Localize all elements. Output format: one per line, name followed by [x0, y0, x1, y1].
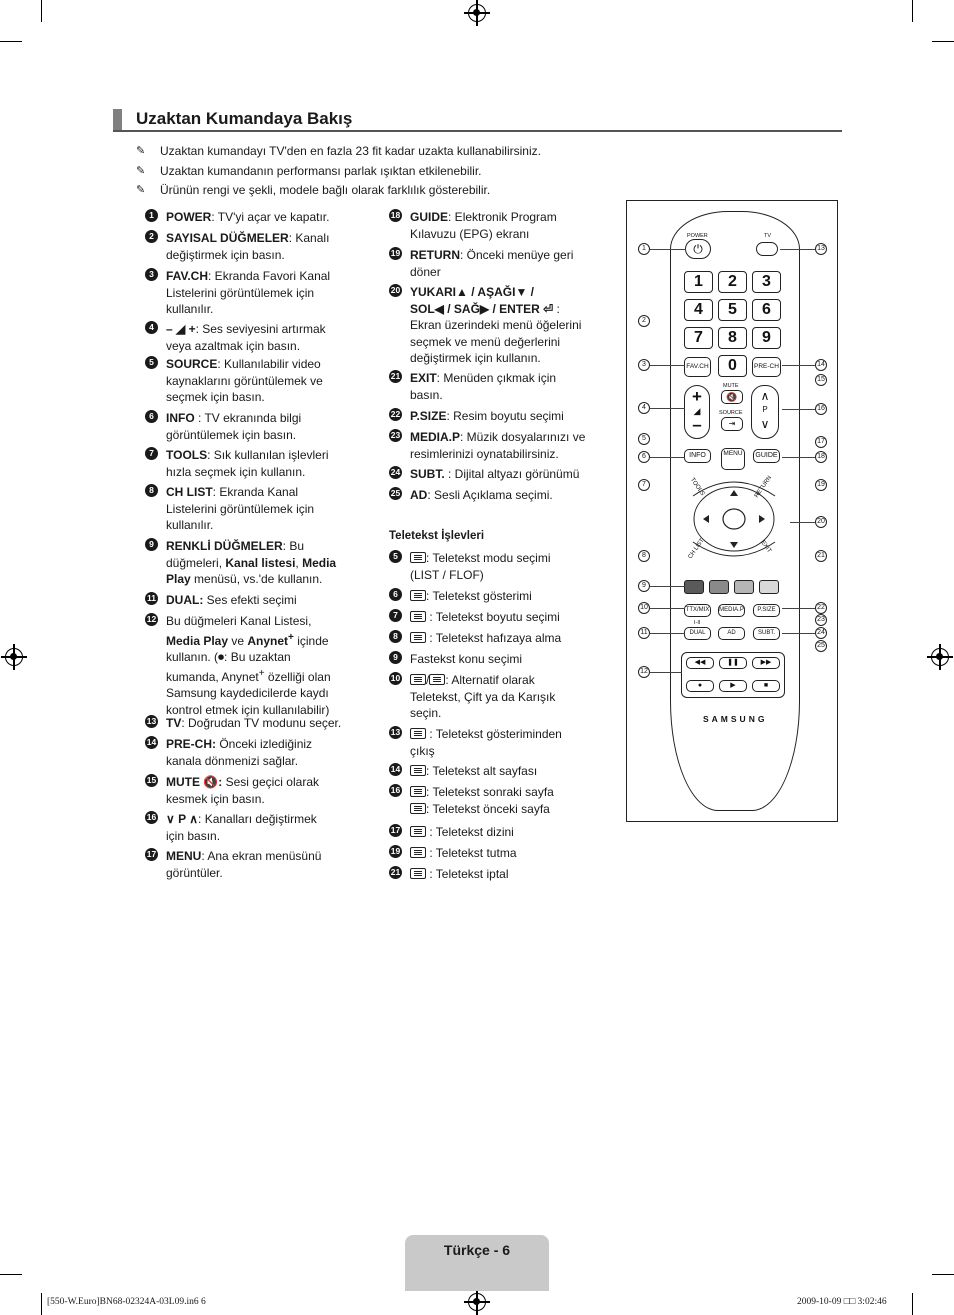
play-icon: ▶ [730, 682, 736, 689]
item-text: – ◢ +: Ses seviyesini artırmak veya azaltmak için basın. [166, 322, 326, 353]
item-number: 14 [146, 737, 157, 747]
item-text: SOURCE: Kullanılabilir video kaynaklarını görüntülemek ve seçmek için basın. [166, 357, 323, 404]
channel-up-icon: ∧ [760, 389, 770, 403]
tools-label: TOOLS [688, 476, 706, 498]
item-number: 1 [145, 209, 158, 222]
playback-panel [681, 652, 785, 698]
item-number: 13 [390, 727, 401, 737]
media-p-button: MEDIA.P [718, 604, 745, 617]
crop-mark [0, 1274, 22, 1275]
leader-line [650, 633, 685, 634]
ad-button: AD [718, 627, 745, 640]
callout-18: 18 [815, 451, 827, 463]
item-number: 10 [390, 673, 401, 683]
volume-icon: ◢ [693, 406, 701, 416]
callout-22: 22 [815, 602, 827, 614]
rewind-icon: ◀◀ [694, 659, 706, 666]
crop-mark [0, 41, 22, 42]
item-text: : Teletekst hafızaya alma [410, 630, 620, 647]
color-button-1 [684, 580, 704, 594]
item-text: : Teletekst iptal [410, 866, 620, 883]
record-icon: ● [697, 682, 703, 689]
digit-button: 4 [684, 299, 713, 321]
info-button: INFO [684, 449, 711, 463]
callout-6: 6 [638, 451, 650, 463]
section-title-marker [113, 109, 122, 131]
item-text: CH LIST: Ekranda Kanal Listelerini görüntülemek için kullanılır. [166, 485, 315, 532]
item-number: 22 [390, 409, 401, 419]
fast-forward-icon: ▶▶ [760, 659, 772, 666]
item-text: RETURN: Önceki menüye geri döner [410, 248, 574, 279]
leader-line [650, 672, 682, 673]
digit-button: 8 [718, 327, 747, 349]
callout-17: 17 [815, 436, 827, 448]
color-button-4 [759, 580, 779, 594]
callout-7: 7 [638, 479, 650, 491]
item-text: POWER: TV'yi açar ve kapatır. [166, 210, 330, 224]
item-text: Fastekst konu seçimi [410, 652, 523, 666]
stop-button [752, 680, 780, 692]
record-button [686, 680, 714, 692]
item-text: DUAL: Ses efekti seçimi [166, 593, 297, 607]
item-text: : Teletekst sonraki sayfa : Teletekst önceki sayfa [410, 784, 620, 817]
title-rule [113, 130, 842, 132]
item-number: 21 [390, 371, 401, 381]
mute-button [721, 390, 743, 404]
leader-line [650, 249, 686, 250]
callout-21: 21 [815, 550, 827, 562]
digit-button: 2 [718, 271, 747, 293]
note-icon: ✎ [136, 165, 146, 177]
fav-ch-button: FAV.CH [684, 357, 711, 377]
ch-list-label: CH LIST [687, 537, 706, 561]
power-label: POWER [687, 233, 708, 239]
item-number: 6 [145, 410, 158, 423]
item-number: 5 [389, 550, 402, 563]
item-number: 2 [145, 230, 158, 243]
item-number: 3 [145, 268, 158, 281]
callout-14: 14 [815, 359, 827, 371]
digit-button: 0 [718, 355, 747, 377]
callout-9: 9 [638, 580, 650, 592]
item-number: 9 [145, 538, 158, 551]
item-number: 8 [145, 484, 158, 497]
callout-4: 4 [638, 402, 650, 414]
note-text: Uzaktan kumandanın performansı parlak ışıktan etkilenebilir. [160, 164, 482, 178]
item-text: MUTE 🔇: Sesi geçici olarak kesmek için basın. [166, 775, 319, 806]
leader-line [782, 365, 815, 366]
item-text: : Teletekst boyutu seçimi [410, 609, 620, 626]
return-label: RETURN [753, 475, 774, 499]
item-number: 5 [145, 356, 158, 369]
digit-button: 3 [752, 271, 781, 293]
item-text: TV: Doğrudan TV modunu seçer. [166, 716, 342, 730]
item-text: SUBT. : Dijital altyazı görünümü [410, 467, 580, 481]
item-number: 15 [146, 775, 157, 785]
item-text: EXIT: Menüden çıkmak için basın. [410, 371, 557, 402]
channel-down-icon: ∨ [760, 417, 770, 431]
leader-line [650, 457, 685, 458]
item-text: SAYISAL DÜĞMELER: Kanalı değiştirmek için basın. [166, 231, 330, 262]
guide-button: GUIDE [753, 449, 780, 463]
source-label: SOURCE [719, 410, 743, 416]
registration-mark-icon [931, 648, 949, 666]
rewind-button [686, 657, 714, 669]
item-number: 14 [390, 764, 401, 774]
teletext-heading: Teletekst İşlevleri [389, 530, 485, 542]
exit-label: EXIT [759, 539, 772, 555]
item-text: TOOLS: Sık kullanılan işlevleri hızla seçmek için kullanın. [166, 448, 329, 479]
note-icon: ✎ [136, 184, 146, 196]
remote-control-illustration [670, 211, 800, 811]
tv-label: TV [764, 233, 772, 239]
item-number: 25 [390, 488, 401, 498]
item-number: 19 [390, 248, 401, 258]
callout-2: 2 [638, 315, 650, 327]
crop-mark [912, 0, 913, 22]
item-text: / : Alternatif olarak Teletekst, Çift ya da Karışık seçin. [410, 673, 556, 720]
callout-23: 23 [815, 614, 827, 626]
item-text: P.SIZE: Resim boyutu seçimi [410, 409, 564, 423]
menu-button [721, 448, 745, 470]
crop-mark [41, 0, 42, 22]
item-number: 16 [390, 785, 401, 795]
callout-16: 16 [815, 403, 827, 415]
item-number: 17 [146, 849, 157, 859]
section-title: Uzaktan Kumandaya Bakış [136, 109, 353, 128]
item-text: : Teletekst dizini [410, 824, 620, 841]
subt-button: SUBT. [753, 627, 780, 640]
volume-up-icon: + [692, 387, 702, 406]
registration-mark-icon [468, 1293, 486, 1311]
crop-mark [932, 41, 954, 42]
channel-rocker [751, 385, 779, 439]
digit-button: 6 [752, 299, 781, 321]
menu-label: MENU [723, 450, 743, 457]
item-text: FAV.CH: Ekranda Favori Kanal Listelerini görüntülemek için kullanılır. [166, 269, 331, 316]
item-number: 12 [146, 614, 157, 624]
pause-button [719, 657, 747, 669]
mute-label: MUTE [723, 383, 739, 389]
file-info: [550-W.Euro]BN68-02324A-03L09.in6 6 [47, 1297, 206, 1307]
item-number: 9 [389, 651, 402, 664]
item-text: : Teletekst gösterimi [410, 588, 620, 605]
item-number: 4 [145, 321, 158, 334]
note-text: Uzaktan kumandayı TV'den en fazla 23 fit kadar uzakta kullanabilirsiniz. [160, 144, 541, 158]
digit-button: 5 [718, 299, 747, 321]
navigation-ring [685, 476, 783, 562]
callout-20: 20 [815, 516, 827, 528]
note-text: Ürünün rengi ve şekli, modele bağlı olarak farklılık gösterebilir. [160, 183, 491, 197]
item-text: MENU: Ana ekran menüsünü görüntüler. [166, 849, 322, 880]
item-number: 8 [389, 630, 402, 643]
stop-icon: ■ [763, 682, 769, 689]
note-icon: ✎ [136, 145, 146, 157]
item-number: 17 [390, 825, 401, 835]
item-text: Bu düğmeleri Kanal Listesi, Media Play ve Anynet+ içinde kullanın. (⏺: Bu uzaktan kumanda, Anynet+ özelliği olan Samsung kaydedicilerde kaydı kontrol etmek için kullanılabilir) [166, 614, 331, 717]
p-size-button: P.SIZE [753, 604, 780, 617]
item-text: RENKLİ DÜĞMELER: Bu düğmeleri, Kanal listesi, Media Play menüsü, vs.'de kullanın. [166, 539, 337, 586]
digit-button: 7 [684, 327, 713, 349]
volume-rocker [684, 385, 710, 439]
digit-button: 1 [684, 271, 713, 293]
crop-mark [932, 1274, 954, 1275]
item-text: ∨ P ∧: Kanalları değiştirmek için basın. [166, 812, 317, 843]
callout-25: 25 [815, 640, 827, 652]
leader-line [782, 608, 815, 609]
callout-3: 3 [638, 359, 650, 371]
leader-line [650, 586, 685, 587]
print-date: 2009-10-09 □□ 3:02:46 [797, 1297, 887, 1307]
page-number: Türkçe - 6 [443, 1242, 511, 1258]
pre-ch-button: PRE-CH [752, 357, 781, 377]
item-text: : Teletekst gösteriminden çıkış [410, 727, 562, 758]
fast-forward-button [752, 657, 780, 669]
item-number: 7 [145, 447, 158, 460]
source-button [721, 417, 743, 431]
item-number: 20 [390, 285, 401, 295]
digit-button: 9 [752, 327, 781, 349]
item-number: 7 [389, 609, 402, 622]
callout-1: 1 [638, 243, 650, 255]
leader-line [782, 633, 815, 634]
item-text: PRE-CH: Önceki izlediğiniz kanala dönmenizi sağlar. [166, 737, 313, 768]
leader-line [650, 408, 685, 409]
leader-line [782, 457, 815, 458]
mute-icon: 🔇 [726, 392, 738, 402]
dual-button: DUAL [684, 627, 711, 640]
volume-down-icon: – [692, 415, 702, 434]
callout-8: 8 [638, 550, 650, 562]
registration-mark-icon [5, 648, 23, 666]
item-number: 11 [147, 593, 156, 603]
item-number: 16 [146, 812, 157, 822]
crop-mark [912, 1293, 913, 1315]
power-icon: ⏻ [693, 242, 703, 256]
tv-button [756, 242, 778, 256]
item-number: 19 [390, 846, 401, 856]
channel-p-label: P [762, 405, 768, 414]
callout-10: 10 [638, 602, 650, 614]
item-number: 23 [390, 430, 401, 440]
callout-5: 5 [638, 433, 650, 445]
callout-11: 11 [638, 627, 650, 639]
leader-line [650, 608, 685, 609]
item-text: : Teletekst modu seçimi (LIST / FLOF) [410, 551, 551, 582]
leader-line [790, 522, 815, 523]
callout-15: 15 [815, 374, 827, 386]
crop-mark [41, 1293, 42, 1315]
item-text: AD: Sesli Açıklama seçimi. [410, 488, 553, 502]
play-button [719, 680, 747, 692]
item-text: INFO : TV ekranında bilgi görüntülemek için basın. [166, 411, 302, 442]
leader-line [650, 365, 685, 366]
item-text: : Teletekst tutma [410, 845, 620, 862]
item-number: 13 [146, 716, 157, 726]
power-button [685, 239, 711, 259]
item-number: 18 [390, 210, 401, 220]
leader-line [782, 409, 815, 410]
item-number: 24 [390, 467, 401, 477]
item-number: 6 [389, 588, 402, 601]
source-icon: ⇥ [728, 419, 736, 428]
callout-13: 13 [815, 243, 827, 255]
item-text: MEDIA.P: Müzik dosyalarınızı ve resimlerinizi oynatabilirsiniz. [410, 430, 586, 461]
color-button-2 [709, 580, 729, 594]
dual-indicator-label: I-II [694, 620, 701, 626]
color-button-3 [734, 580, 754, 594]
callout-19: 19 [815, 479, 827, 491]
brand-logo: SAMSUNG [703, 714, 768, 724]
registration-mark-icon [468, 4, 486, 22]
item-text: : Teletekst alt sayfası [410, 763, 620, 780]
item-text: YUKARI▲ / AŞAĞI▼ / SOL◀ / SAĞ▶ / ENTER ⏎ : Ekran üzerindeki menü öğelerini seçmek ve menü değerlerini değiştirmek için kullanın. [410, 285, 582, 365]
callout-12: 12 [638, 666, 650, 678]
item-text: GUIDE: Elektronik Program Kılavuzu (EPG) ekranı [410, 210, 557, 241]
callout-24: 24 [815, 627, 827, 639]
leader-line [780, 249, 815, 250]
ttx-mix-button: TTX/MIX [684, 604, 711, 617]
pause-icon: ❚❚ [727, 659, 739, 666]
item-number: 21 [390, 867, 401, 877]
